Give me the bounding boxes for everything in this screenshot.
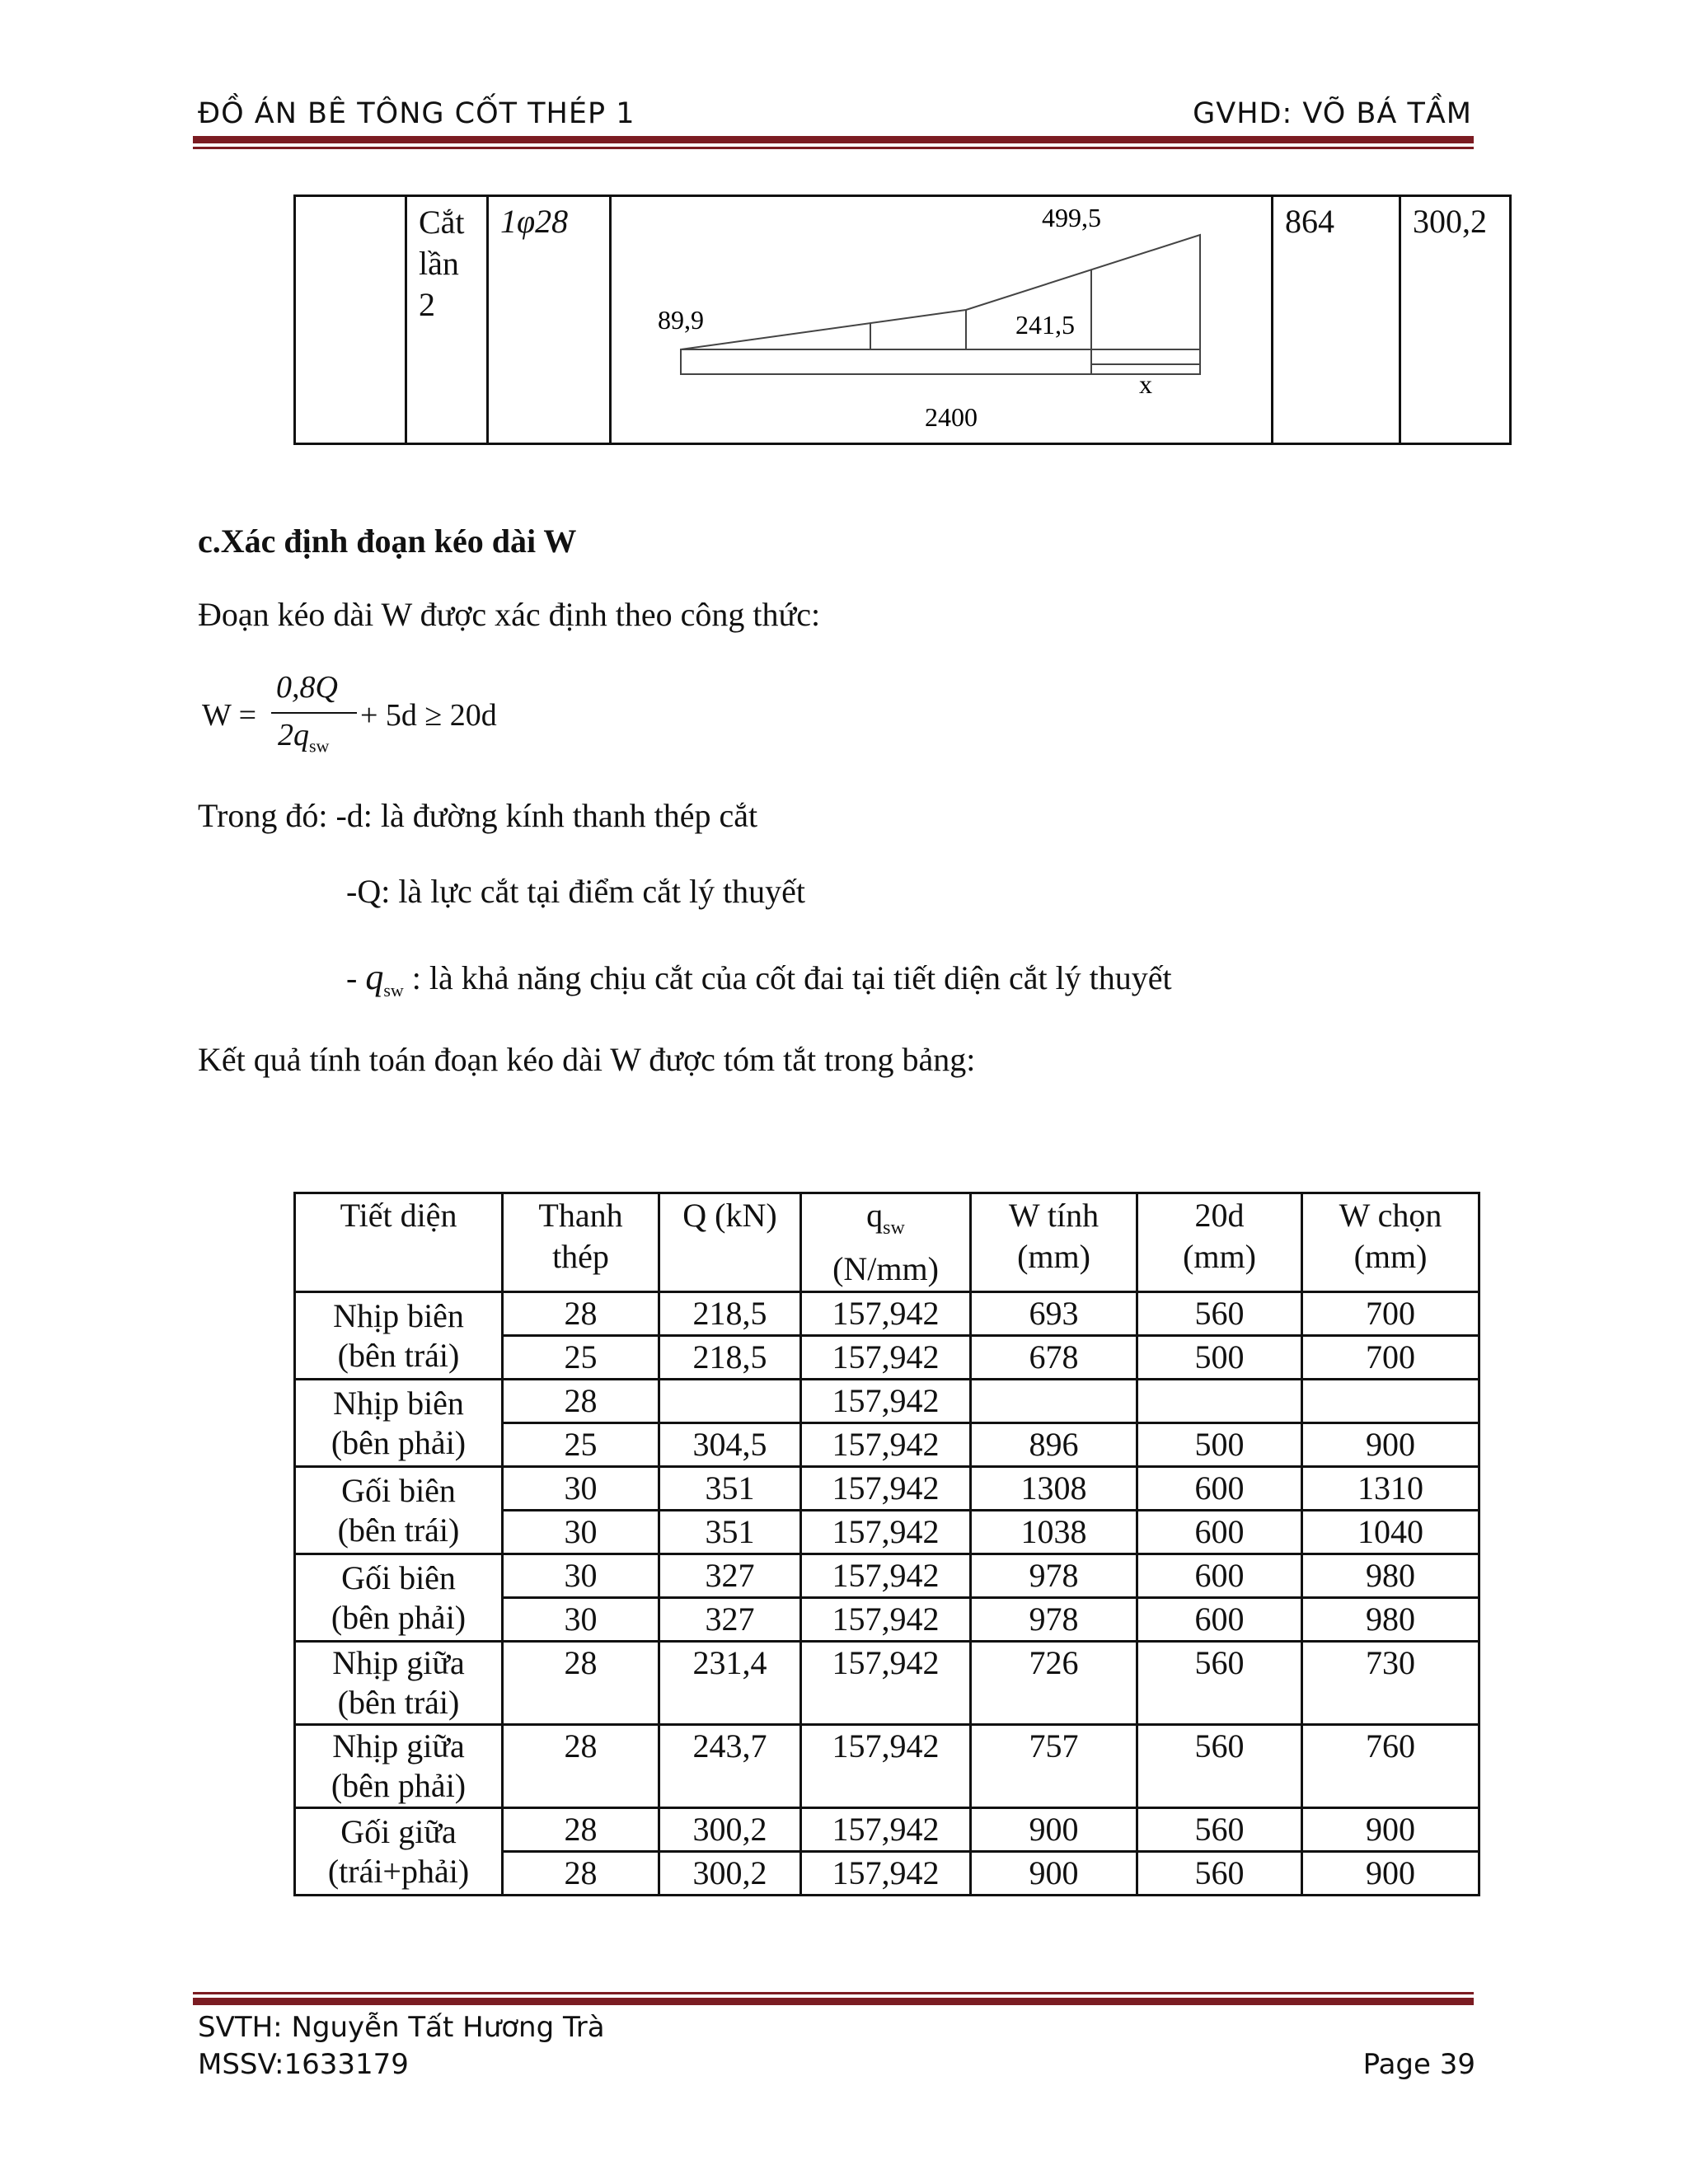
table-cell: 600 bbox=[1137, 1511, 1302, 1554]
table-cell: 900 bbox=[971, 1808, 1137, 1852]
table-cell: 28 bbox=[503, 1852, 659, 1896]
section-label-cell bbox=[295, 1725, 503, 1808]
summary-text: Kết quả tính toán đoạn kéo dài W được tóm tắt trong bảng: bbox=[198, 1041, 976, 1078]
table-row bbox=[295, 1725, 1479, 1808]
table-cell: 500 bbox=[1137, 1423, 1302, 1467]
table-cell: 157,942 bbox=[801, 1852, 971, 1896]
formula-numerator: 0,8Q bbox=[276, 670, 338, 705]
table-cell: 157,942 bbox=[801, 1808, 971, 1852]
diagram-base-rect bbox=[681, 349, 1200, 374]
value-cell: 300,2 bbox=[1400, 196, 1511, 444]
qsw-sub: sw bbox=[383, 980, 404, 1001]
table-cell: 1038 bbox=[971, 1511, 1137, 1554]
header-rule bbox=[193, 136, 1474, 143]
header-cell bbox=[295, 1193, 503, 1292]
section-label: (bên trái) bbox=[337, 1336, 460, 1374]
header-cell bbox=[971, 1193, 1137, 1292]
header-w-chosen-unit: (mm) bbox=[1353, 1238, 1428, 1275]
table-cell: 157,942 bbox=[801, 1725, 971, 1808]
table-cell: 300,2 bbox=[659, 1852, 801, 1896]
rebar-cell: 1φ28 bbox=[488, 196, 611, 444]
section-label: Gối giữa bbox=[340, 1812, 457, 1850]
table-cell: 757 bbox=[971, 1725, 1137, 1808]
qsw-text: : là khả năng chịu cắt của cốt đai tại tiết diện cắt lý thuyết bbox=[411, 959, 1172, 996]
table-cell: 700 bbox=[1302, 1336, 1479, 1380]
formula-w bbox=[202, 669, 614, 760]
diagram-envelope bbox=[681, 235, 1200, 349]
results-table-body bbox=[295, 1193, 1479, 1896]
diagram-mid-value: 241,5 bbox=[1015, 310, 1075, 340]
header-cell bbox=[1137, 1193, 1302, 1292]
section-label: (bên phải) bbox=[331, 1598, 467, 1636]
table-cell bbox=[659, 1380, 801, 1423]
footer-rule bbox=[193, 1998, 1474, 2005]
header-20d-unit: (mm) bbox=[1183, 1238, 1256, 1275]
table-row bbox=[295, 1380, 1479, 1423]
table-cell: 693 bbox=[971, 1292, 1137, 1336]
diagram-length-label: 2400 bbox=[925, 402, 978, 432]
header-bar-b: thép bbox=[552, 1238, 609, 1275]
section-label-cell bbox=[295, 1380, 503, 1467]
table-cell: 678 bbox=[971, 1336, 1137, 1380]
table-cell: 300,2 bbox=[659, 1808, 801, 1852]
table-cell: 978 bbox=[971, 1554, 1137, 1598]
table-cell: 157,942 bbox=[801, 1336, 971, 1380]
header-qsw bbox=[807, 1195, 964, 1249]
table-cell: 30 bbox=[503, 1598, 659, 1642]
table-cell: 896 bbox=[971, 1423, 1137, 1467]
intro-text: Đoạn kéo dài W được xác định theo công thức: bbox=[198, 596, 821, 633]
definition-d: Trong đó: -d: là đường kính thanh thép cắt bbox=[198, 797, 758, 834]
section-label: Gối biên bbox=[341, 1471, 456, 1509]
cut-label-line: 2 bbox=[419, 286, 435, 323]
table-cell: 157,942 bbox=[801, 1380, 971, 1423]
header-w-calc: W tính bbox=[1008, 1197, 1100, 1234]
diagram-cell bbox=[611, 196, 1273, 444]
shear-diagram bbox=[612, 197, 1271, 441]
section-label-cell bbox=[295, 1292, 503, 1380]
section-label: (bên phải) bbox=[331, 1767, 467, 1804]
header-qsw-sub: sw bbox=[883, 1217, 905, 1239]
table-cell: 30 bbox=[503, 1511, 659, 1554]
table-row bbox=[295, 1292, 1479, 1336]
table-cell: 28 bbox=[503, 1725, 659, 1808]
header-20d: 20d bbox=[1194, 1197, 1245, 1234]
table-cell: 157,942 bbox=[801, 1511, 971, 1554]
table-cell: 560 bbox=[1137, 1642, 1302, 1725]
table-cell: 900 bbox=[971, 1852, 1137, 1896]
table-cell: 243,7 bbox=[659, 1725, 801, 1808]
section-label-cell bbox=[295, 1642, 503, 1725]
table-cell: 327 bbox=[659, 1598, 801, 1642]
table-cell: 1310 bbox=[1302, 1467, 1479, 1511]
table-cell: 1040 bbox=[1302, 1511, 1479, 1554]
qsw-prefix: - bbox=[346, 959, 358, 996]
footer-student-id: MSSV:1633179 bbox=[198, 2048, 409, 2081]
section-label: (trái+phải) bbox=[327, 1852, 470, 1890]
header-cell bbox=[1302, 1193, 1479, 1292]
header-q: Q (kN) bbox=[682, 1197, 777, 1234]
table-cell: 500 bbox=[1137, 1336, 1302, 1380]
section-label: Nhịp biên bbox=[333, 1296, 464, 1334]
header-w-calc-unit: (mm) bbox=[1017, 1238, 1090, 1275]
table-cell: 900 bbox=[1302, 1423, 1479, 1467]
table-cell: 157,942 bbox=[801, 1292, 971, 1336]
table-cell: 157,942 bbox=[801, 1423, 971, 1467]
section-label-cell bbox=[295, 1808, 503, 1896]
definition-qsw bbox=[346, 956, 1172, 1001]
header-cell bbox=[659, 1193, 801, 1292]
table-cell: 157,942 bbox=[801, 1467, 971, 1511]
table-cell: 28 bbox=[503, 1642, 659, 1725]
header-rule-thin bbox=[193, 147, 1474, 149]
section-label: (bên phải) bbox=[331, 1423, 467, 1461]
section-label-cell bbox=[295, 1554, 503, 1642]
header-w-chosen: W chọn bbox=[1339, 1197, 1442, 1234]
diagram-left-value: 89,9 bbox=[658, 305, 704, 335]
table-cell: 560 bbox=[1137, 1808, 1302, 1852]
table-row bbox=[295, 196, 1511, 444]
table-cell: 28 bbox=[503, 1808, 659, 1852]
table-cell: 157,942 bbox=[801, 1554, 971, 1598]
header-title: ĐỒ ÁN BÊ TÔNG CỐT THÉP 1 bbox=[198, 97, 635, 130]
header-qsw-unit: (N/mm) bbox=[832, 1250, 939, 1287]
diagram-x-label: x bbox=[1139, 369, 1152, 399]
table-cell: 760 bbox=[1302, 1725, 1479, 1808]
table-cell: 30 bbox=[503, 1554, 659, 1598]
table-cell: 560 bbox=[1137, 1292, 1302, 1336]
table-row bbox=[295, 1467, 1479, 1511]
section-label: Gối biên bbox=[341, 1558, 456, 1596]
cutoff-table-fragment bbox=[293, 194, 1512, 445]
section-label: Nhịp giữa bbox=[332, 1727, 465, 1765]
formula-denominator bbox=[278, 717, 329, 757]
table-cell: 978 bbox=[971, 1598, 1137, 1642]
table-row bbox=[295, 1554, 1479, 1598]
table-cell: 980 bbox=[1302, 1554, 1479, 1598]
header-section: Tiết diện bbox=[340, 1197, 457, 1234]
definition-q: -Q: là lực cắt tại điểm cắt lý thuyết bbox=[346, 873, 806, 910]
table-cell: 980 bbox=[1302, 1598, 1479, 1642]
footer-student: SVTH: Nguyễn Tất Hương Trà bbox=[198, 2011, 605, 2044]
table-cell bbox=[1137, 1380, 1302, 1423]
table-cell: 25 bbox=[503, 1336, 659, 1380]
table-cell: 157,942 bbox=[801, 1598, 971, 1642]
formula-rhs: + 5d ≥ 20d bbox=[360, 698, 497, 733]
table-cell: 730 bbox=[1302, 1642, 1479, 1725]
section-label: (bên trái) bbox=[337, 1684, 460, 1721]
header-bar-a: Thanh bbox=[538, 1197, 623, 1234]
table-cell: 327 bbox=[659, 1554, 801, 1598]
header-qsw-symbol: q bbox=[866, 1197, 884, 1234]
fraction-bar bbox=[271, 712, 357, 714]
table-cell: 900 bbox=[1302, 1808, 1479, 1852]
table-cell: 351 bbox=[659, 1467, 801, 1511]
table-cell: 600 bbox=[1137, 1467, 1302, 1511]
header-cell bbox=[801, 1193, 971, 1292]
header-cell bbox=[503, 1193, 659, 1292]
table-cell: 560 bbox=[1137, 1725, 1302, 1808]
section-label: Nhịp giữa bbox=[332, 1644, 465, 1681]
header-advisor: GVHD: VÕ BÁ TẦM bbox=[1193, 97, 1472, 130]
diagram-right-value: 499,5 bbox=[1042, 203, 1101, 232]
table-header-row bbox=[295, 1193, 1479, 1292]
table-cell: 600 bbox=[1137, 1598, 1302, 1642]
cut-label-line: lần bbox=[419, 245, 459, 282]
table-cell: 218,5 bbox=[659, 1336, 801, 1380]
table-cell: 600 bbox=[1137, 1554, 1302, 1598]
results-table bbox=[293, 1192, 1480, 1896]
value-cell: 864 bbox=[1273, 196, 1400, 444]
table-cell: 351 bbox=[659, 1511, 801, 1554]
table-row bbox=[295, 1642, 1479, 1725]
empty-cell bbox=[295, 196, 406, 444]
table-cell: 900 bbox=[1302, 1852, 1479, 1896]
section-heading: c.Xác định đoạn kéo dài W bbox=[198, 523, 577, 560]
table-cell: 304,5 bbox=[659, 1423, 801, 1467]
table-cell: 560 bbox=[1137, 1852, 1302, 1896]
table-cell bbox=[971, 1380, 1137, 1423]
page-number: Page 39 bbox=[1362, 2048, 1475, 2081]
section-label-cell bbox=[295, 1467, 503, 1554]
section-label: (bên trái) bbox=[337, 1511, 460, 1549]
table-cell: 157,942 bbox=[801, 1642, 971, 1725]
table-cell: 28 bbox=[503, 1292, 659, 1336]
cut-label-line: Cắt bbox=[419, 204, 465, 241]
formula-den-sub: sw bbox=[309, 735, 330, 757]
cut-label-cell bbox=[406, 196, 488, 444]
table-cell: 1308 bbox=[971, 1467, 1137, 1511]
footer-rule-thin bbox=[193, 1992, 1474, 1994]
table-cell: 726 bbox=[971, 1642, 1137, 1725]
formula-lhs: W = bbox=[202, 698, 257, 733]
table-cell: 231,4 bbox=[659, 1642, 801, 1725]
table-cell: 218,5 bbox=[659, 1292, 801, 1336]
table-cell: 28 bbox=[503, 1380, 659, 1423]
table-cell bbox=[1302, 1380, 1479, 1423]
table-cell: 25 bbox=[503, 1423, 659, 1467]
table-cell: 30 bbox=[503, 1467, 659, 1511]
table-row bbox=[295, 1808, 1479, 1852]
formula-den-symbol: 2q bbox=[278, 718, 309, 752]
table-cell: 700 bbox=[1302, 1292, 1479, 1336]
section-label: Nhịp biên bbox=[333, 1384, 464, 1422]
qsw-symbol: q bbox=[365, 957, 384, 997]
